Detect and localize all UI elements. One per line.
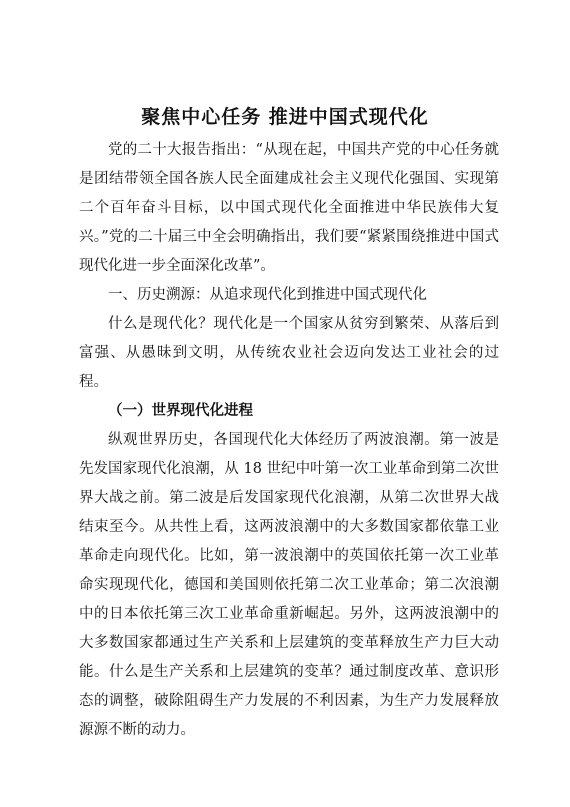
section-heading: 一、历史溯源：从追求现代化到推进中国式现代化 bbox=[108, 287, 427, 303]
intro-paragraph: 党的二十大报告指出：“从现在起，中国共产党的中心任务就是团结带领全国各族人民全面建成社会主义现代化强国、实现第二个百年奋斗目标，以中国式现代化全面推进中华民族伟大复兴。”党的二十届三中全会明确指出，我们要“紧紧围绕推进中国式现代化进一步全面深化改革”。 bbox=[79, 142, 499, 274]
subsection-heading: （一）世界现代化进程 bbox=[108, 403, 253, 419]
definition-paragraph: 什么是现代化？现代化是一个国家从贫穷到繁荣、从落后到富强、从愚昧到文明，从传统农业社会迈向发达工业社会的过程。 bbox=[79, 316, 499, 390]
history-paragraph: 纵观世界历史，各国现代化大体经历了两波浪潮。第一波是先发国家现代化浪潮，从 18 世纪中叶第一次工业革命到第二次世界大战之前。第二波是后发国家现代化浪潮，从第二次世界大战结束至今。从共性上看，这两波浪潮中的大多数国家都依靠工业革命走向现代化。比如，第一波浪潮中的英国依托第一次工业革命实现现代化，德国和美国则依托第二次工业革命；第二次浪潮中的日本依托第三次工业革命重新崛起。另外，这两波浪潮中的大多数国家都通过生产关系和上层建筑的变革释放生产力巨大动能。什么是生产关系和上层建筑的变革？通过制度改革、意识形态的调整，破除阻碍生产力发展的不利因素，为生产力发展释放源源不断的动力。 bbox=[79, 432, 499, 738]
document-body bbox=[79, 136, 499, 745]
document-title: 聚焦中心任务 推进中国式现代化 bbox=[141, 106, 429, 128]
